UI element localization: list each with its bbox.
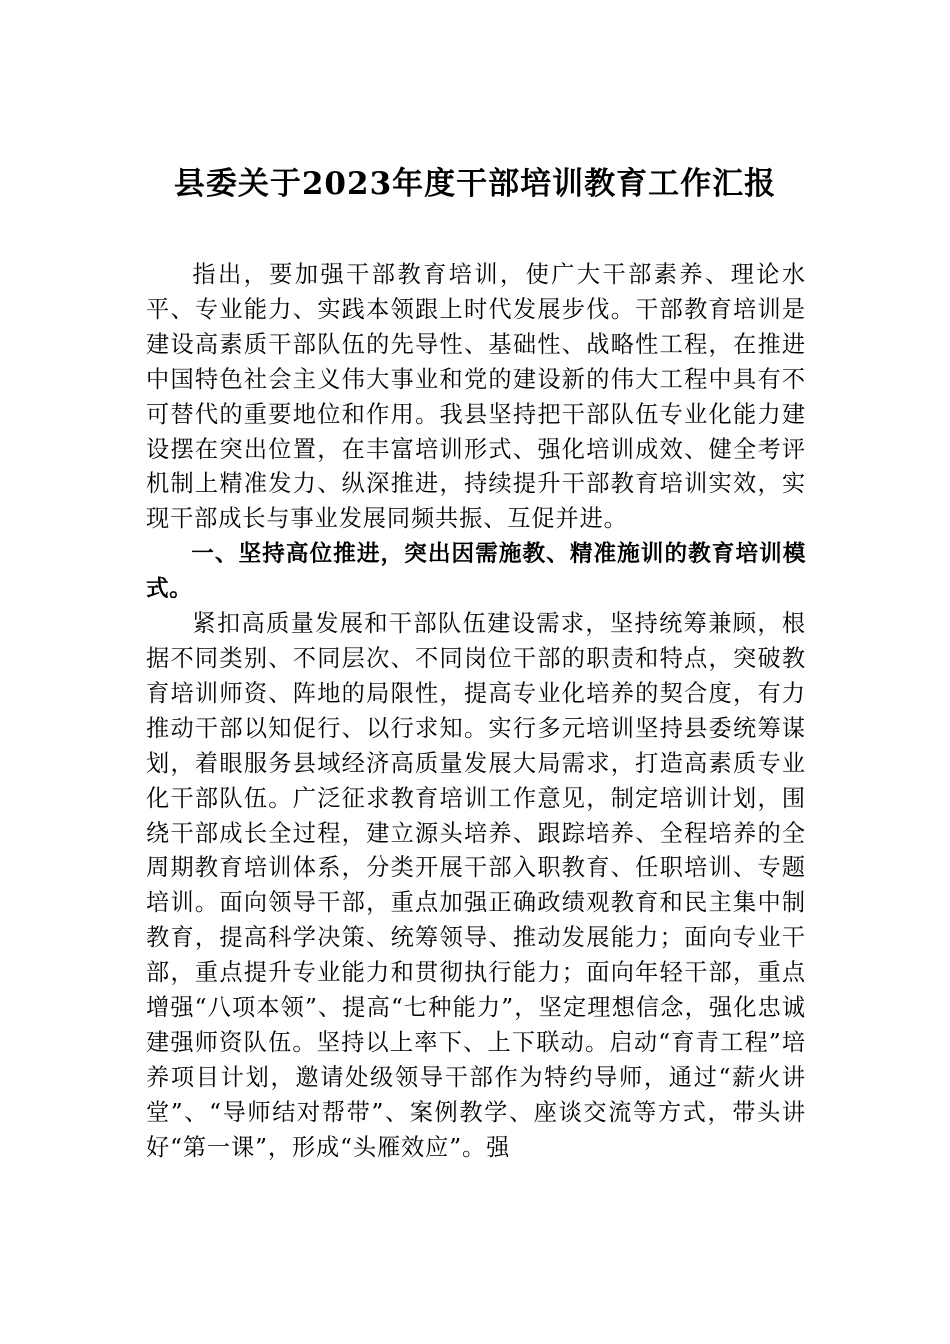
section-paragraph: 紧扣高质量发展和干部队伍建设需求，坚持统筹兼顾，根据不同类别、不同层次、不同岗位干部的职责和特点，突破教育培训师资、阵地的局限性，提高专业化培养的契合度，有力推动干部以知促行、以行求知。实行多元培训坚持县委统筹谋划，着眼服务县域经济高质量发展大局需求，打造高素质专业化干部队伍。广泛征求教育培训工作意见，制定培训计划，围绕干部成长全过程，建立源头培养、跟踪培养、全程培养的全周期教育培训体系，分类开展干部入职教育、任职培训、专题培训。面向领导干部，重点加强正确政绩观教育和民主集中制教育，提高科学决策、统筹领导、推动发展能力；面向专业干部，重点提升专业能力和贯彻执行能力；面向年轻干部，重点增强“八项本领”、提高“七种能力”，坚定理想信念，强化忠诚建强师资队伍。坚持以上率下、上下联动。启动“育青工程”培养项目计划，邀请处级领导干部作为特约导师，通过“薪火讲堂”、“导师结对帮带”、案例教学、座谈交流等方式，带头讲好“第一课”，形成“头雁效应”。强 [146, 610, 806, 1161]
section-heading: 一、坚持高位推进，突出因需施教、精准施训的教育培训模式。 [146, 541, 806, 603]
document-title: 县委关于2023年度干部培训教育工作汇报 [173, 166, 777, 202]
intro-paragraph: 指出，要加强干部教育培训，使广大干部素养、理论水平、专业能力、实践本领跟上时代发展步伐。干部教育培训是建设高素质干部队伍的先导性、基础性、战略性工程，在推进中国特色社会主义伟大事业和党的建设新的伟大工程中具有不可替代的重要地位和作用。我县坚持把干部队伍专业化能力建设摆在突出位置，在丰富培训形式、强化培训成效、健全考评机制上精准发力、纵深推进，持续提升干部教育培训实效，实现干部成长与事业发展同频共振、互促并进。 [146, 261, 806, 533]
document-body [146, 258, 806, 1166]
